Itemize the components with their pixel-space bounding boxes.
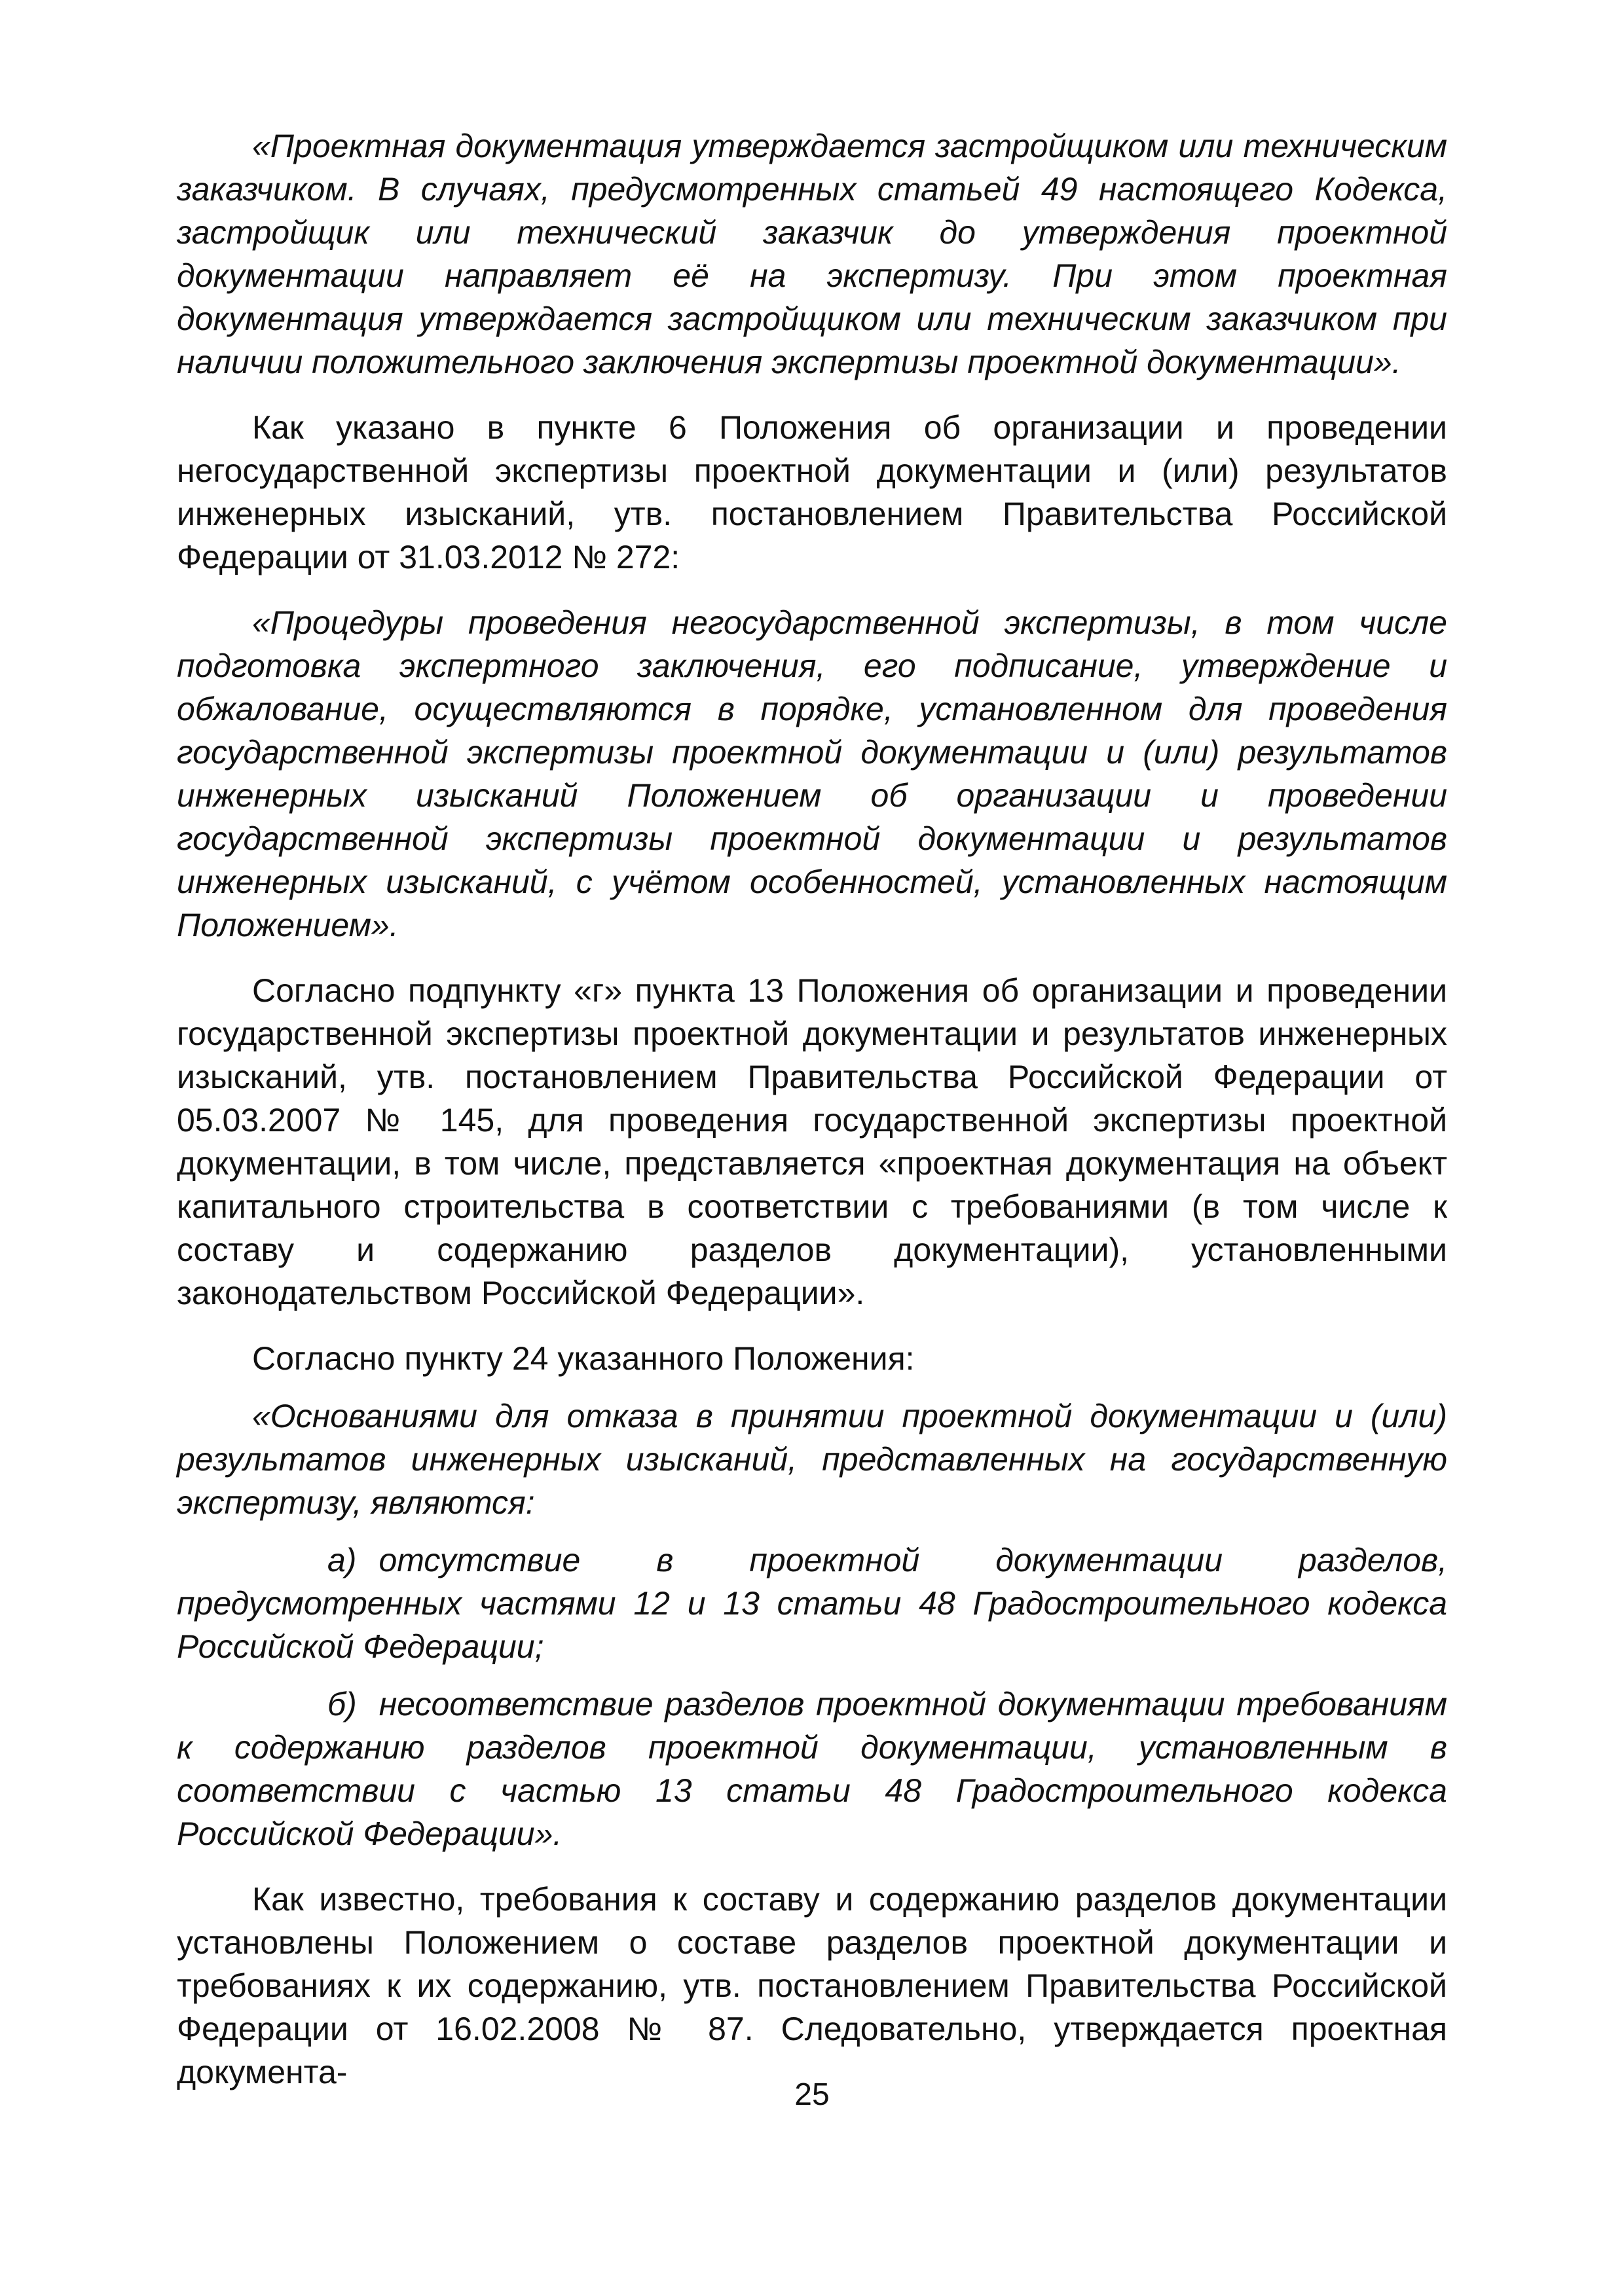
paragraph-item-6-regulation: Как указано в пункте 6 Положения об организации и проведении негосударственной экспертизы проектной документации и (или) результатов инженерных изысканий, утв. постановлением Правительства Российской Федерации от 31.03.2012 № 272: bbox=[177, 409, 1447, 575]
quote-paragraph-procedures: «Процедуры проведения негосударственной экспертизы, в том числе подготовка экспертного заключения, его подписание, утверждение и обжалование, осуществляются в порядке, установленном для проведения государственной экспертизы проектной документации и (или) результатов инженерных изысканий Положением об организации и проведении государственной экспертизы проектной документации и результатов инженерных изысканий, с учётом особенностей, установленных настоящим Положением». bbox=[177, 604, 1447, 943]
paragraph-subitem-g-item-13: Согласно подпункту «г» пункта 13 Положения об организации и проведении государственной экспертизы проектной документации и результатов инженерных изысканий, утв. постановлением Правительства Российской Федерации от 05.03.2007 № 145, для проведения государственной экспертизы проектной документации, в том числе, представляется «проектная документация на объект капитального строительства в соответствии с требованиями (в том числе к составу и содержанию разделов документации), установленными законодательством Российской Федерации». bbox=[177, 972, 1447, 1311]
list-item-a-text: отсутствие в проектной документации разделов, предусмотренных частями 12 и 13 статьи 48 Градостроительного кодекса Российской Федерации; bbox=[177, 1542, 1447, 1665]
list-item-a bbox=[177, 1539, 1447, 1668]
paragraph-item-24-intro: Согласно пункту 24 указанного Положения: bbox=[252, 1340, 915, 1377]
list-item-b bbox=[177, 1683, 1447, 1855]
paragraph-requirements-conclusion: Как известно, требования к составу и содержанию разделов документации установлены Положением о составе разделов проектной документации и требованиях к их содержанию, утв. постановлением Правительства Российской Федерации от 16.02.2008 № 87. Следовательно, утверждается проектная документа- bbox=[177, 1881, 1447, 2090]
list-marker-b: б) bbox=[327, 1686, 357, 1722]
page-number: 25 bbox=[794, 2077, 830, 2112]
list-item-b-text: несоответствие разделов проектной документации требованиям к содержанию разделов проектной документации, установленным в соответствии с частью 13 статьи 48 Градостроительного кодекса Российской Федерации». bbox=[177, 1686, 1447, 1852]
quote-paragraph-code-article: «Проектная документация утверждается застройщиком или техническим заказчиком. В случаях, предусмотренных статьей 49 настоящего Кодекса, застройщик или технический заказчик до утверждения проектной документации направляет её на экспертизу. При этом проектная документация утверждается застройщиком или техническим заказчиком при наличии положительного заключения экспертизы проектной документации». bbox=[177, 128, 1447, 380]
quote-paragraph-refusal-grounds: «Основаниями для отказа в принятии проектной документации и (или) результатов инженерных изысканий, представленных на государственную экспертизу, являются: bbox=[177, 1398, 1447, 1521]
list-marker-a: а) bbox=[327, 1542, 357, 1578]
document-body bbox=[177, 124, 1447, 2094]
